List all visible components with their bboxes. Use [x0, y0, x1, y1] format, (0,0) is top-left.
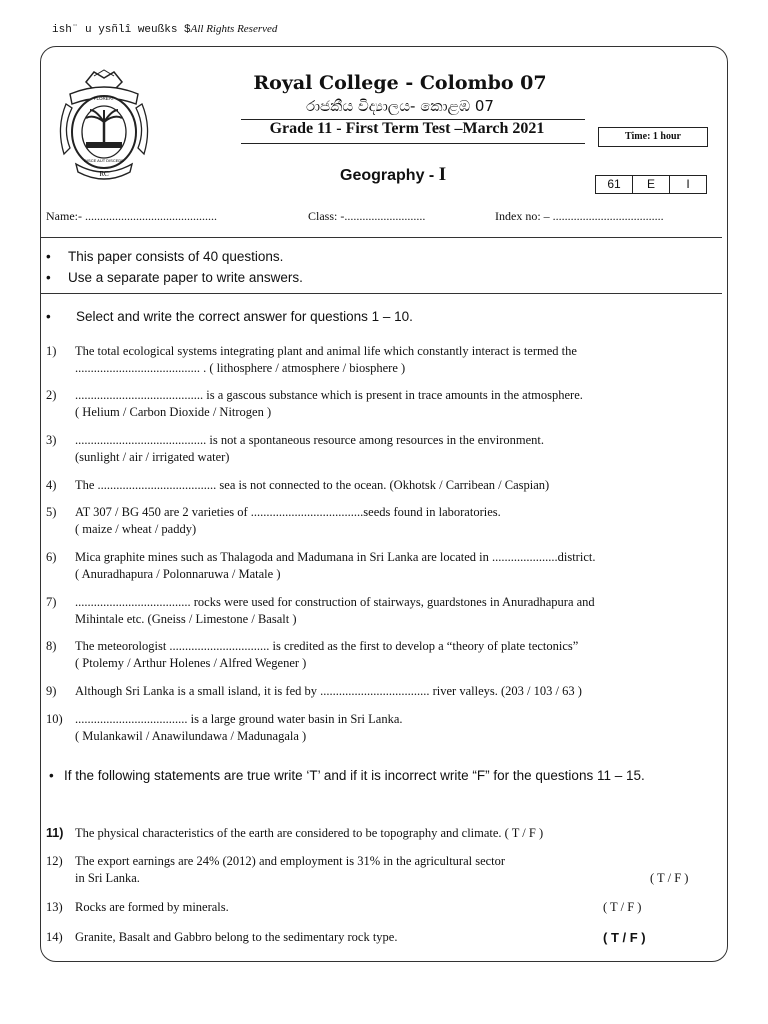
- header-code: ish¨ u ysñlî weußks $: [52, 24, 191, 36]
- divider: [40, 293, 722, 294]
- header-note: [52, 23, 277, 36]
- crest-top-text: FLOREAT: [93, 96, 115, 101]
- school-name-sinhala: රාජකීය විද්‍යාලය- කොළඹ 07: [306, 97, 494, 115]
- crest-initials: RC: [99, 170, 109, 178]
- school-name: Royal College - Colombo 07: [253, 72, 547, 94]
- section2-heading: • If the following statements are true write ‘T’ and if it is incorrect write “F” for the questions 11 – 15.: [49, 768, 645, 783]
- crest-motto: DISCE AUT DISCEDE: [84, 158, 124, 163]
- paper-code-cell: I: [686, 177, 690, 191]
- index-field: Index no: – .....................................: [495, 209, 664, 223]
- instruction-item: • Use a separate paper to write answers.: [46, 270, 303, 285]
- subject-part: I: [438, 164, 447, 185]
- paper-code-box: [595, 175, 707, 194]
- subject-name: Geography -: [340, 167, 439, 184]
- rights-text: All Rights Reserved: [190, 23, 278, 35]
- class-field: Class: -...........................: [308, 209, 426, 223]
- subject-title: [340, 164, 446, 186]
- time-box: Time: 1 hour: [598, 127, 708, 147]
- title-rule-bottom: [241, 143, 585, 144]
- instruction-item: • This paper consists of 40 questions.: [46, 249, 283, 264]
- paper-code-cell: 61: [596, 176, 633, 193]
- school-crest-logo: [56, 68, 152, 186]
- divider: [40, 237, 722, 238]
- test-title: Grade 11 - First Term Test –March 2021: [269, 120, 545, 137]
- section1-heading: • Select and write the correct answer for questions 1 – 10.: [46, 309, 413, 324]
- name-field: Name:- ............................................: [46, 209, 217, 223]
- paper-code-cell: E: [633, 176, 670, 193]
